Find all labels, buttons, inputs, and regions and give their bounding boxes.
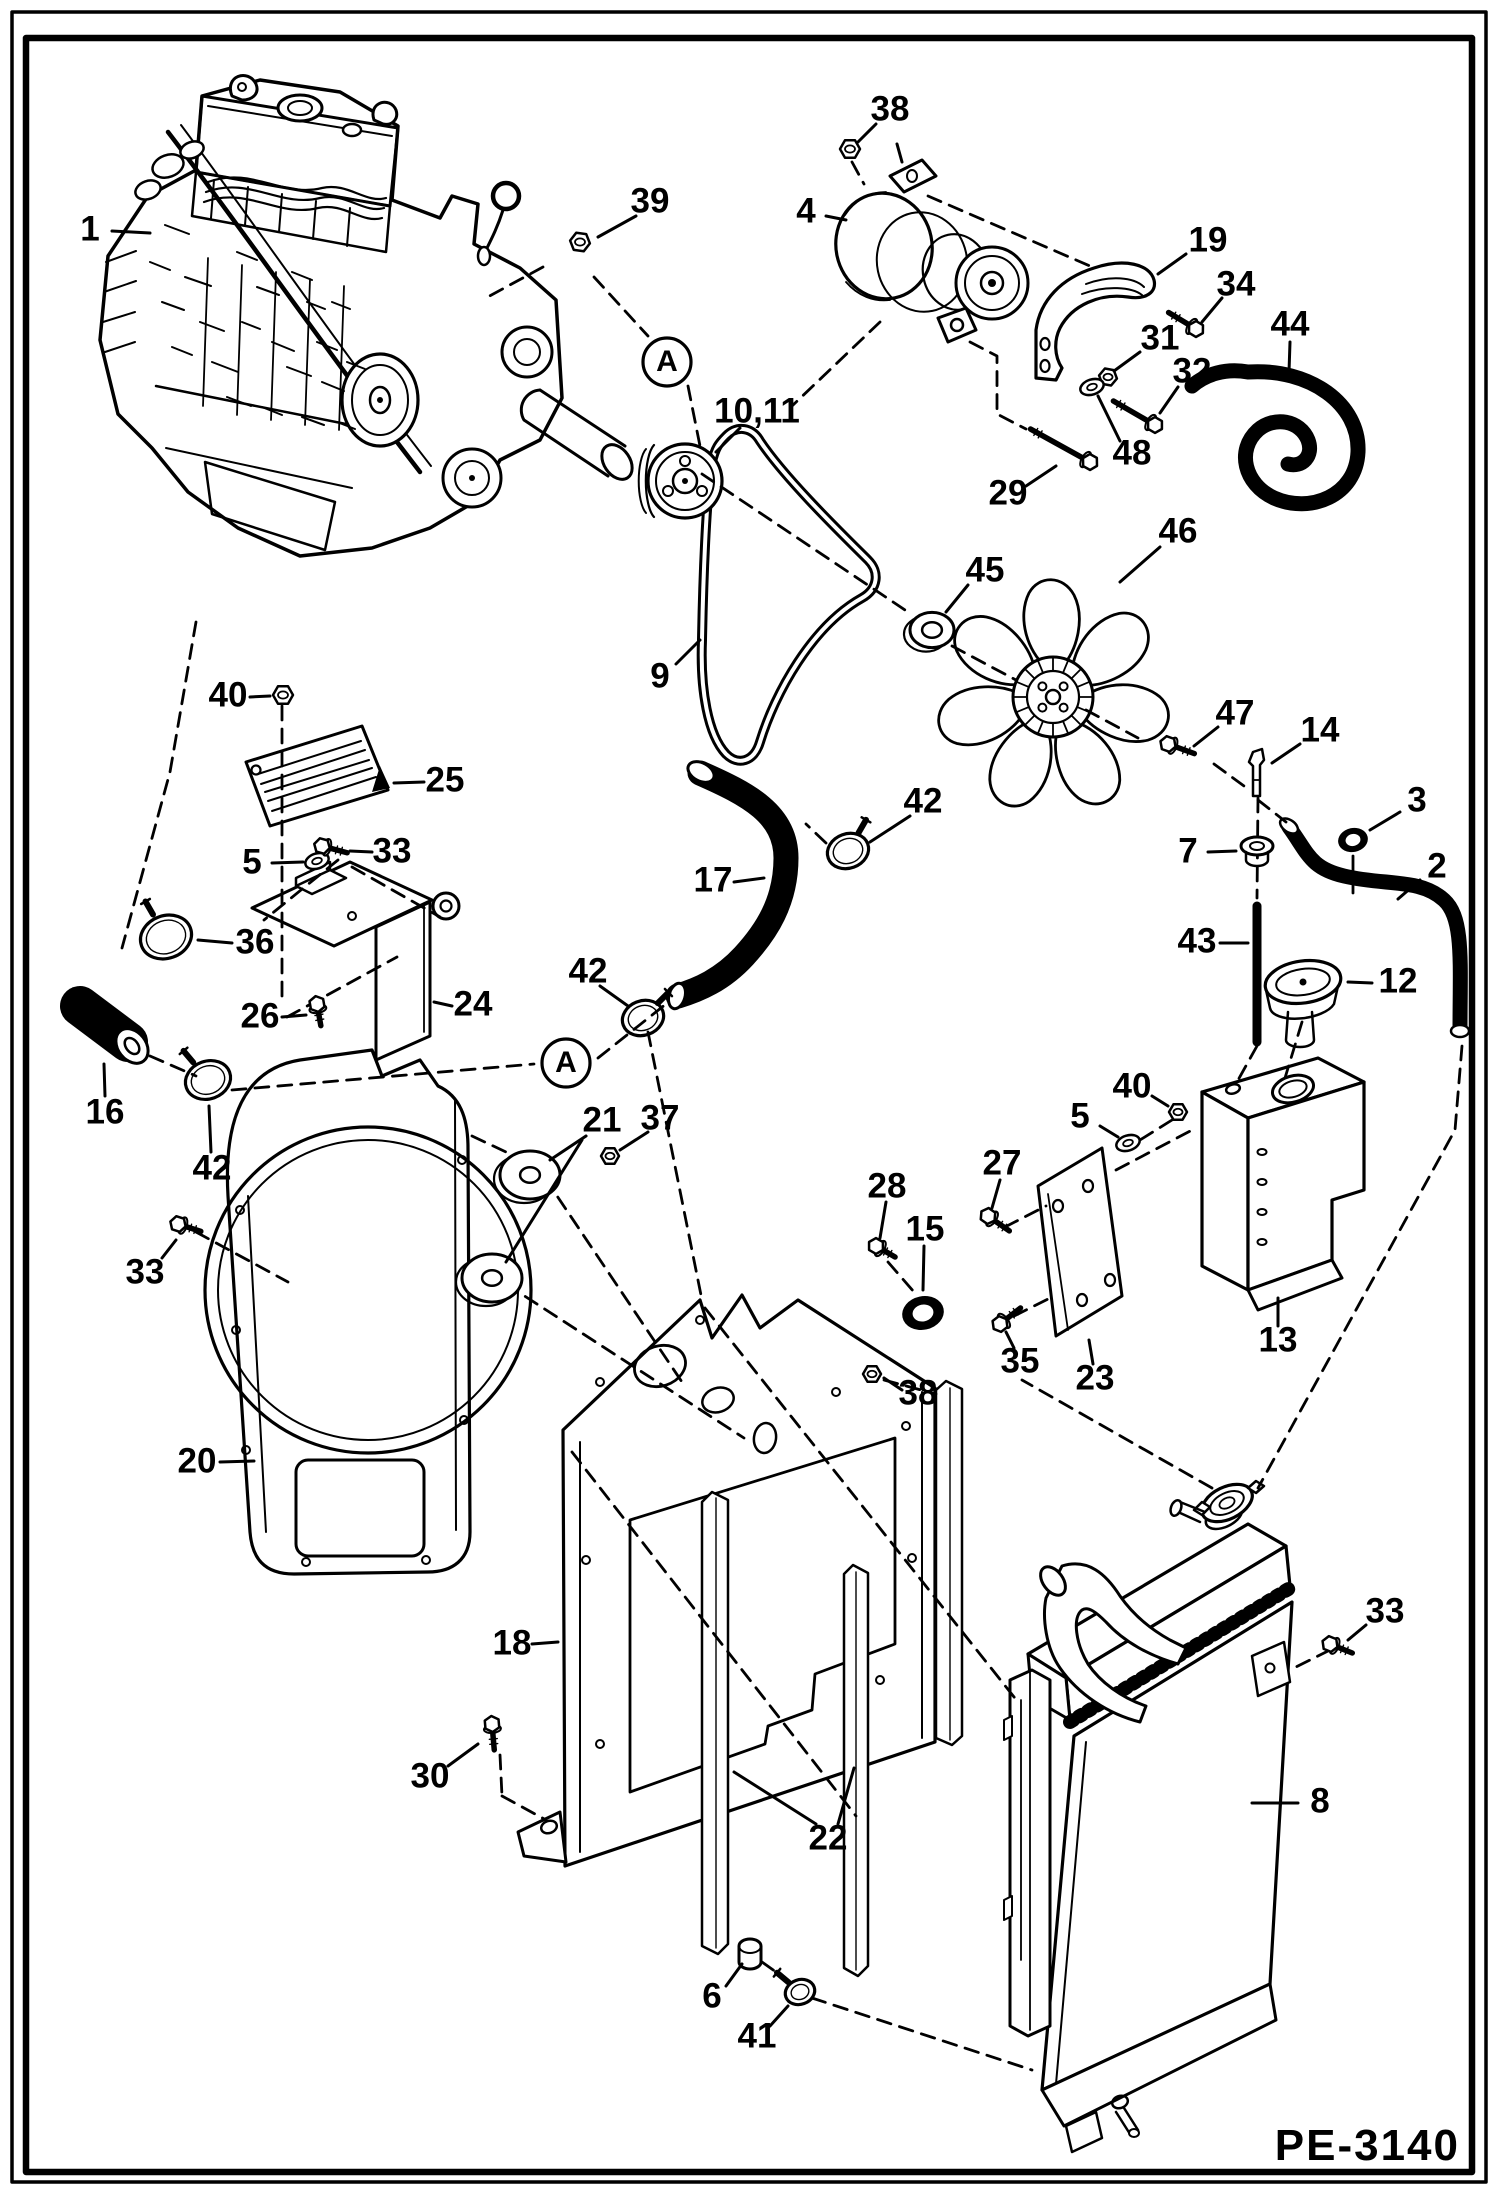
callout-17: 17 xyxy=(693,860,733,900)
radiator-drawing xyxy=(1004,1477,1292,2152)
callout-47: 47 xyxy=(1215,693,1255,733)
seal-strips-drawing-shape xyxy=(702,1492,728,1954)
callout-29: 29 xyxy=(988,473,1028,513)
dash-line xyxy=(1140,1120,1172,1140)
coolant-reservoir-drawing-shape xyxy=(1202,1092,1248,1290)
callout-24: 24 xyxy=(453,984,493,1024)
callout-22: 22 xyxy=(808,1818,848,1858)
bolt-32 xyxy=(1109,394,1166,437)
callout-9-leader xyxy=(676,640,700,664)
callout-12: 12 xyxy=(1378,961,1418,1001)
callout-24-leader xyxy=(434,1002,452,1006)
dash-line xyxy=(852,162,864,184)
callout-26: 26 xyxy=(240,996,280,1036)
bolt-35 xyxy=(988,1301,1025,1335)
support-panel-drawing-shape xyxy=(518,1812,566,1862)
callout-27-leader xyxy=(992,1180,1000,1208)
v-belt-drawing xyxy=(702,429,876,761)
callout-5: 5 xyxy=(242,842,262,882)
callout-42: 42 xyxy=(568,951,608,991)
callout-30: 30 xyxy=(410,1756,450,1796)
lower-elbow-hose-drawing xyxy=(80,1006,155,1070)
callout-8: 8 xyxy=(1310,1781,1330,1821)
callout-33: 33 xyxy=(1365,1591,1405,1631)
clamp-42-screw xyxy=(184,1051,194,1062)
clamp-42 xyxy=(822,828,873,875)
bolt-30 xyxy=(483,1715,503,1750)
dash-line xyxy=(472,1136,506,1152)
support-bracket-drawing-shape xyxy=(376,902,430,1060)
callout-35: 35 xyxy=(1000,1341,1040,1381)
callout-16: 16 xyxy=(85,1092,125,1132)
clamp-41-screw xyxy=(777,1973,788,1983)
callout-9: 9 xyxy=(650,656,670,696)
callout-30-leader xyxy=(448,1744,478,1766)
coolant-reservoir-drawing xyxy=(1202,1058,1364,1310)
callout-37: 37 xyxy=(640,1098,680,1138)
engine-assembly-drawing-shape xyxy=(469,475,475,481)
circled-letter-label-1: A xyxy=(656,344,678,378)
engine-assembly-drawing-shape xyxy=(478,247,490,265)
callout-31-leader xyxy=(1114,352,1140,371)
callout-46-leader xyxy=(1120,547,1160,582)
clamp-42-screw xyxy=(859,820,867,833)
callout-3-leader xyxy=(1370,812,1400,830)
bolt-28 xyxy=(865,1235,899,1265)
bolt-29 xyxy=(1026,422,1101,474)
grommet-45 xyxy=(910,612,954,647)
callout-46: 46 xyxy=(1158,511,1198,551)
bolt-47 xyxy=(1158,733,1198,761)
callout-18: 18 xyxy=(492,1623,532,1663)
callout-15: 15 xyxy=(905,1209,945,1249)
clamp-41-band xyxy=(789,1982,811,2002)
callout-6-leader xyxy=(726,1964,742,1986)
coolant-reservoir-drawing-shape xyxy=(1248,1082,1364,1290)
nut-39 xyxy=(570,233,590,252)
dash-line xyxy=(1294,1650,1330,1668)
callout-1: 1 xyxy=(80,209,100,249)
dash-line xyxy=(545,1178,686,1388)
bolt-29-shaft xyxy=(1031,429,1085,459)
radiator-drawing-shape xyxy=(1129,2129,1139,2137)
callout-42: 42 xyxy=(192,1148,232,1188)
diagram-artwork xyxy=(80,75,1469,2152)
callout-20: 20 xyxy=(177,1441,217,1481)
callout-33-leader xyxy=(1348,1625,1366,1640)
engine-assembly-drawing-shape xyxy=(230,75,257,100)
callout-42: 42 xyxy=(903,781,943,821)
callout-40-leader xyxy=(250,696,270,697)
callout-26-leader xyxy=(282,1015,306,1017)
engine-assembly-drawing-shape xyxy=(373,102,397,124)
callout-5: 5 xyxy=(1070,1096,1090,1136)
engine-assembly-drawing xyxy=(100,75,638,556)
callout-2: 2 xyxy=(1427,846,1447,886)
callout-31: 31 xyxy=(1140,318,1180,358)
callout-33: 33 xyxy=(125,1252,165,1292)
pin-14 xyxy=(1249,749,1264,796)
callout-5-leader xyxy=(1100,1126,1118,1137)
reservoir-cap-drawing xyxy=(1262,956,1343,1047)
bolt-33 xyxy=(168,1213,204,1239)
engine-assembly-drawing-shape xyxy=(486,210,503,250)
callout-33: 33 xyxy=(372,831,412,871)
callout-12-leader xyxy=(1348,982,1372,983)
dash-line xyxy=(688,386,700,446)
callout-42-leader xyxy=(209,1106,211,1152)
callout-48: 48 xyxy=(1112,433,1152,473)
callout-13: 13 xyxy=(1258,1320,1298,1360)
callout-38: 38 xyxy=(870,89,910,129)
alternator-drawing-shape xyxy=(890,160,936,192)
alternator-strap-bracket-drawing xyxy=(1036,263,1154,380)
callout-43: 43 xyxy=(1177,921,1217,961)
nut-38 xyxy=(863,1366,881,1382)
dash-line xyxy=(1258,800,1286,822)
figure-code: PE-3140 xyxy=(1274,2121,1460,2170)
dash-line xyxy=(648,1032,702,1300)
washer-5 xyxy=(1114,1132,1141,1154)
circled-letter-label-2: A xyxy=(555,1045,577,1079)
reservoir-mount-plate-drawing-shape xyxy=(1038,1148,1122,1336)
callout-33-leader xyxy=(350,851,372,852)
alternator-drawing-shape xyxy=(988,279,996,287)
callout-14: 14 xyxy=(1300,710,1340,750)
nut-40 xyxy=(1169,1104,1187,1120)
callout-19-leader xyxy=(1158,254,1186,274)
water-pump-pulley-drawing-shape xyxy=(682,478,688,484)
callout-27: 27 xyxy=(982,1143,1022,1183)
callout-1-leader xyxy=(112,231,150,233)
bolt-30-head xyxy=(484,1715,499,1732)
dash-line xyxy=(1214,764,1244,786)
alternator-drawing-shape xyxy=(897,144,902,162)
callout-18-leader xyxy=(532,1642,558,1644)
callout-4: 4 xyxy=(796,191,816,231)
reservoir-mount-plate-drawing xyxy=(1038,1148,1122,1336)
callout-28-leader xyxy=(880,1202,886,1238)
louvered-grill-drawing xyxy=(246,726,390,826)
water-pump-pulley-drawing xyxy=(639,444,722,518)
callout-15-leader xyxy=(923,1246,924,1290)
callout-10-11: 10,11 xyxy=(714,391,800,431)
callout-34: 34 xyxy=(1216,264,1256,304)
callout-29-leader xyxy=(1026,466,1056,486)
engine-assembly-drawing-shape xyxy=(596,439,639,485)
overflow-hose-drawing-shape xyxy=(1451,1025,1469,1037)
support-panel-drawing-shape xyxy=(596,1378,604,1386)
dash-line xyxy=(1022,1380,1212,1488)
coiled-hose-drawing xyxy=(1192,371,1358,504)
dash-line xyxy=(970,342,1026,429)
seal-strips-drawing-shape xyxy=(936,1381,962,1745)
callout-25-leader xyxy=(394,782,424,783)
nut-40 xyxy=(273,686,293,703)
engine-assembly-drawing-shape xyxy=(493,183,519,209)
callout-28: 28 xyxy=(867,1166,907,1206)
engine-assembly-drawing-shape xyxy=(278,95,322,121)
callout-20-leader xyxy=(220,1461,254,1462)
engine-assembly-drawing-shape xyxy=(343,124,361,136)
clamp-42 xyxy=(180,1054,236,1105)
callout-39: 39 xyxy=(630,181,670,221)
callout-41: 41 xyxy=(737,2016,777,2056)
callout-40-leader xyxy=(1152,1096,1168,1106)
callout-47-leader xyxy=(1194,727,1218,746)
callout-44: 44 xyxy=(1270,304,1310,344)
reservoir-cap-drawing-shape xyxy=(1300,979,1307,986)
dash-line xyxy=(502,1796,546,1820)
dash-line xyxy=(888,1262,914,1292)
callout-40: 40 xyxy=(1112,1066,1152,1106)
grommet-21 xyxy=(462,1254,522,1302)
callout-38: 38 xyxy=(898,1373,938,1413)
dash-line xyxy=(812,1998,1032,2070)
fan-shroud-drawing xyxy=(205,1050,531,1574)
callout-40: 40 xyxy=(208,675,248,715)
washer-48 xyxy=(1078,376,1105,398)
callout-45: 45 xyxy=(965,550,1005,590)
bolt-27 xyxy=(977,1204,1015,1237)
dash-line xyxy=(792,322,880,406)
callout-21: 21 xyxy=(582,1100,622,1140)
callout-23: 23 xyxy=(1075,1358,1115,1398)
callout-36-leader xyxy=(198,940,232,943)
clamp-36-screw xyxy=(146,901,154,914)
callout-14-leader xyxy=(1272,744,1300,763)
alternator-drawing xyxy=(826,144,1028,342)
nut-37 xyxy=(601,1148,619,1164)
callout-44-leader xyxy=(1289,342,1290,372)
callout-32-leader xyxy=(1160,387,1178,413)
callout-32: 32 xyxy=(1172,351,1212,391)
callout-25: 25 xyxy=(425,760,465,800)
callout-16-leader xyxy=(104,1064,105,1096)
callout-7: 7 xyxy=(1178,831,1198,871)
cooling-fan-drawing xyxy=(933,580,1174,816)
callout-17-leader xyxy=(734,878,764,882)
callout-19: 19 xyxy=(1188,220,1228,260)
dash-line xyxy=(806,824,826,843)
engine-assembly-drawing-shape xyxy=(502,327,552,377)
dash-line xyxy=(594,277,648,336)
dash-line xyxy=(500,1755,502,1796)
callout-3: 3 xyxy=(1407,780,1427,820)
callout-6: 6 xyxy=(702,1976,722,2016)
clamp-36 xyxy=(134,908,197,966)
callout-36: 36 xyxy=(235,922,275,962)
callout-7-leader xyxy=(1208,851,1236,852)
engine-assembly-drawing-shape xyxy=(377,397,383,403)
dash-line xyxy=(122,622,196,948)
bolt-26 xyxy=(307,995,329,1027)
callout-5-leader xyxy=(272,862,303,863)
v-belt-drawing-shape xyxy=(702,429,876,761)
